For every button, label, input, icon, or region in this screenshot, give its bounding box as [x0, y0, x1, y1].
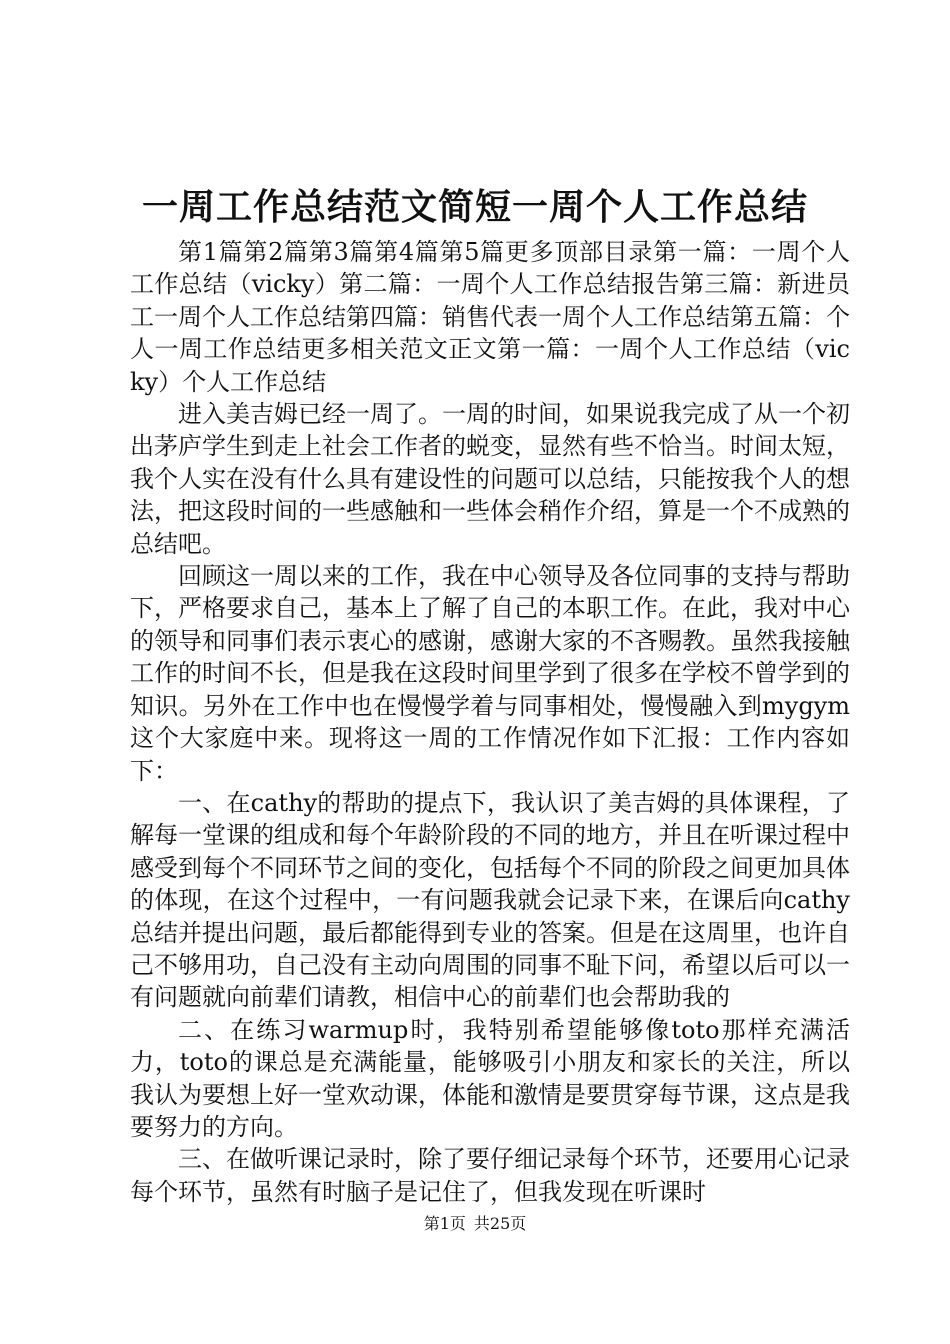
page-number-current: 第1页	[423, 1214, 466, 1233]
paragraph-point-two: 二、在练习warmup时，我特别希望能够像toto那样充满活力，toto的课总是充满能量，能够吸引小朋友和家长的关注，所以我认为要想上好一堂欢动课，体能和激情是要贯穿每节课，这点是我要努力的方向。	[130, 1015, 850, 1141]
paragraph-intro: 进入美吉姆已经一周了。一周的时间，如果说我完成了从一个初出茅庐学生到走上社会工作者的蜕变，显然有些不恰当。时间太短，我个人实在没有什么具有建设性的问题可以总结，只能按我个人的想法，把这段时间的一些感触和一些体会稍作介绍，算是一个不成熟的总结吧。	[130, 400, 850, 558]
paragraph-point-three: 三、在做听课记录时，除了要仔细记录每个环节，还要用心记录每个环节，虽然有时脑子是记住了，但我发现在听课时	[130, 1145, 850, 1206]
paragraph-table-of-contents: 第1篇第2篇第3篇第4篇第5篇更多顶部目录第一篇：一周个人工作总结（vicky）第二篇：一周个人工作总结报告第三篇：新进员工一周个人工作总结第四篇：销售代表一周个人工作总结第五篇：个人一周工作总结更多相关范文正文第一篇：一周个人工作总结（vicky）个人工作总结	[130, 238, 850, 396]
paragraph-point-one: 一、在cathy的帮助的提点下，我认识了美吉姆的具体课程，了解每一堂课的组成和每个年龄阶段的不同的地方，并且在听课过程中感受到每个不同环节之间的变化，包括每个不同的阶段之间更加具体的体现，在这个过程中，一有问题我就会记录下来，在课后向cathy总结并提出问题，最后都能得到专业的答案。但是在这周里，也许自己不够用功，自己没有主动向周围的同事不耻下问，希望以后可以一有问题就向前辈们请教，相信中心的前辈们也会帮助我的	[130, 788, 850, 1012]
page-footer	[0, 1212, 950, 1236]
paragraph-review: 回顾这一周以来的工作，我在中心领导及各位同事的支持与帮助下，严格要求自己，基本上了解了自己的本职工作。在此，我对中心的领导和同事们表示衷心的感谢，感谢大家的不吝赐教。虽然我接触工作的时间不长，但是我在这段时间里学到了很多在学校不曾学到的知识。另外在工作中也在慢慢学着与同事相处，慢慢融入到mygym这个大家庭中来。现将这一周的工作情况作如下汇报：工作内容如下：	[130, 562, 850, 785]
document-title: 一周工作总结范文简短一周个人工作总结	[141, 186, 808, 228]
document-body	[130, 236, 850, 1208]
page-number-total: 共25页	[473, 1214, 527, 1233]
